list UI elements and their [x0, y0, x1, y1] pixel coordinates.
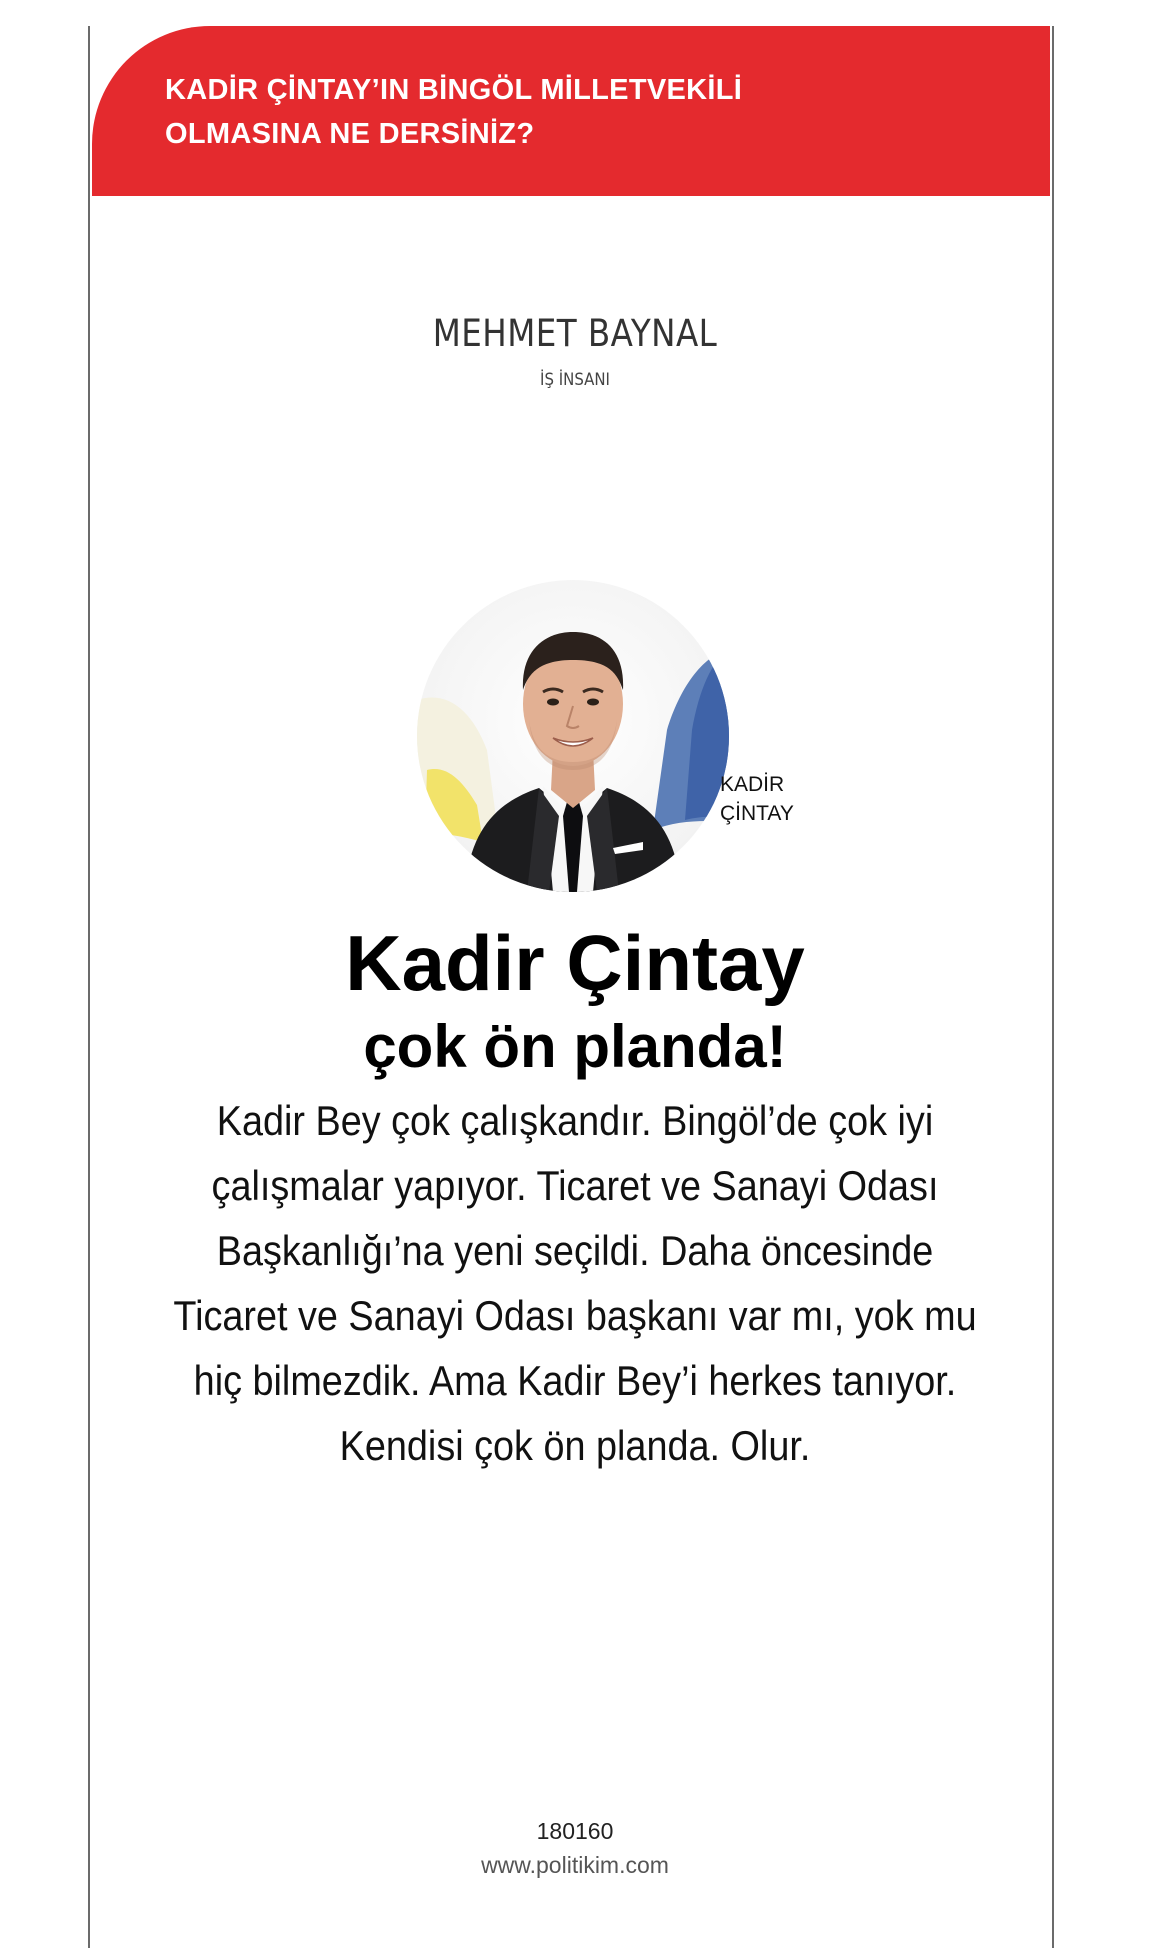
website-link[interactable]: www.politikim.com	[481, 1852, 669, 1878]
article-body	[120, 1088, 1030, 1478]
page-number: 180160	[536, 1818, 614, 1844]
body-line: Kadir Bey çok çalışkandır. Bingöl’de çok iyi	[216, 1097, 934, 1144]
banner-title-line2: OLMASINA NE DERSİNİZ?	[165, 118, 535, 150]
portrait-photo	[417, 580, 729, 892]
body-line: Kendisi çok ön planda. Olur.	[339, 1422, 811, 1469]
body-line: hiç bilmezdik. Ama Kadir Bey’i herkes tanıyor.	[193, 1357, 957, 1404]
photo-caption-line1: KADİR	[720, 773, 785, 796]
article-subheadline: çok ön planda!	[363, 1013, 787, 1080]
body-line: çalışmalar yapıyor. Ticaret ve Sanayi Odası	[211, 1162, 939, 1209]
body-line: Başkanlığı’na yeni seçildi. Daha öncesinde	[216, 1227, 934, 1274]
photo-caption	[720, 770, 794, 828]
photo-caption-line2: ÇİNTAY	[720, 802, 794, 825]
portrait-illustration	[417, 580, 729, 892]
author-title: İŞ İNSANI	[540, 370, 610, 390]
author-name: MEHMET BAYNAL	[432, 312, 718, 355]
body-line: Ticaret ve Sanayi Odası başkanı var mı, yok mu	[173, 1292, 977, 1339]
banner-title-line1: KADİR ÇİNTAY’IN BİNGÖL MİLLETVEKİLİ	[165, 74, 743, 106]
article-headline: Kadir Çintay	[345, 919, 805, 1007]
banner-title	[165, 68, 985, 156]
